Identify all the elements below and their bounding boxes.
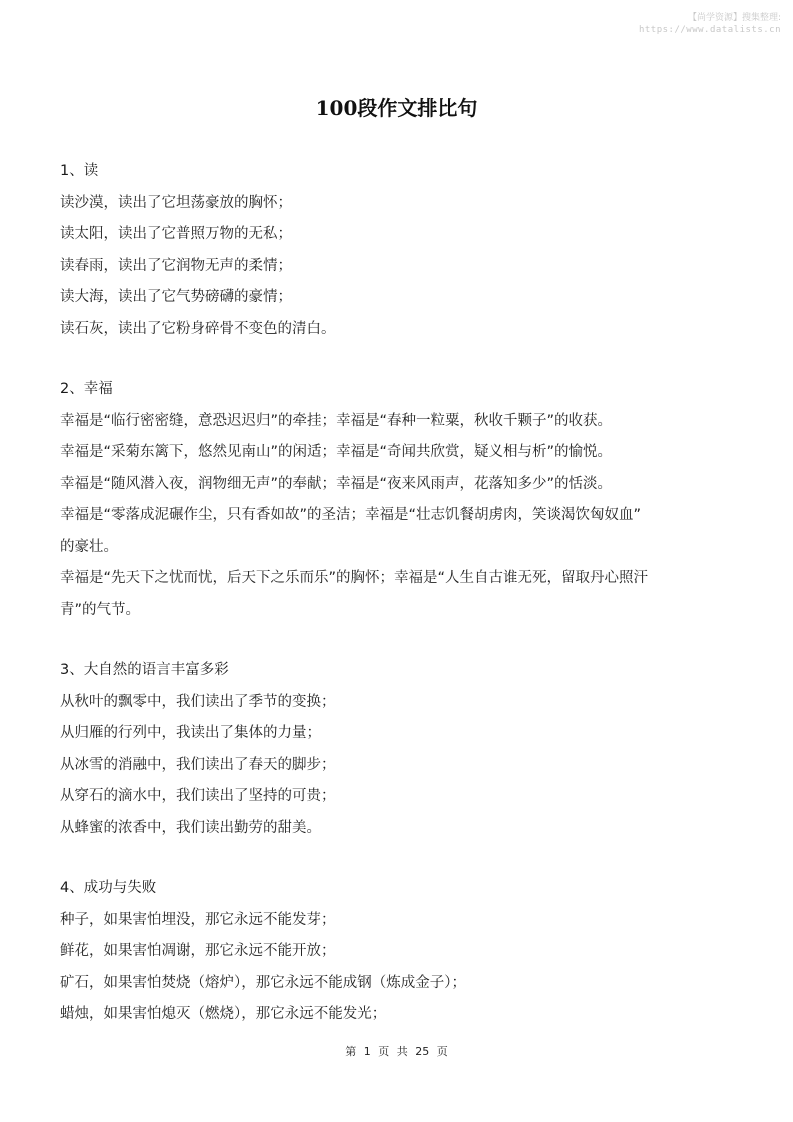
section-3 [60, 655, 740, 844]
body-line: 幸福是“采菊东篱下，悠然见南山”的闲适；幸福是“奇闻共欣赏，疑义相与析”的愉悦。 [60, 444, 613, 460]
watermark-url: https://www.datalists.cn [638, 25, 781, 35]
body-line: 鲜花，如果害怕凋谢，那它永远不能开放； [60, 943, 336, 959]
section-4 [60, 873, 740, 1031]
watermark [639, 12, 781, 36]
body-line: 幸福是“先天下之忧而忧，后天下之乐而乐”的胸怀；幸福是“人生自古谁无死，留取丹心照汗 [60, 570, 649, 586]
body-line: 读沙漠，读出了它坦荡豪放的胸怀； [60, 194, 292, 211]
body-line: 从蜂蜜的浓香中，我们读出勤劳的甜美。 [60, 819, 321, 836]
body-line: 幸福是“临行密密缝，意恐迟迟归”的牵挂；幸福是“春种一粒粟，秋收千颗子”的收获。 [60, 412, 613, 429]
watermark-source: 【尚学资源】搜集整理: [687, 13, 781, 23]
body-line: 幸福是“随风潜入夜，润物细无声”的奉献；幸福是“夜来风雨声，花落知多少”的恬淡。 [60, 475, 613, 492]
body-line: 读太阳，读出了它普照万物的无私； [60, 226, 292, 242]
body-line: 从穿石的滴水中，我们读出了坚持的可贵； [60, 788, 336, 804]
section-2 [60, 374, 740, 626]
section-heading: 4、成功与失败 [60, 880, 157, 896]
body-line: 种子，如果害怕埋没，那它永远不能发芽； [60, 911, 336, 928]
page-number: 第 1 页 共 25 页 [345, 1045, 448, 1058]
section-heading: 2、幸福 [60, 381, 113, 397]
body-line: 从冰雪的消融中，我们读出了春天的脚步； [60, 756, 336, 773]
body-line: 的豪壮。 [60, 538, 118, 555]
body-line: 蜡烛，如果害怕熄灭（燃烧），那它永远不能发光； [60, 1006, 387, 1022]
body-line: 矿石，如果害怕焚烧（熔炉），那它永远不能成钢（炼成金子）； [60, 974, 466, 991]
body-line: 从秋叶的飘零中，我们读出了季节的变换； [60, 693, 336, 710]
body-line: 读大海，读出了它气势磅礴的豪情； [60, 289, 292, 305]
body-line: 青”的气节。 [60, 601, 141, 618]
section-heading: 1、读 [60, 163, 99, 179]
section-1 [60, 156, 740, 345]
body-line: 幸福是“零落成泥碾作尘，只有香如故”的圣洁；幸福是“壮志饥餐胡虏肉，笑谈渴饮匈奴血” [60, 507, 642, 523]
body-line: 读春雨，读出了它润物无声的柔情； [60, 257, 292, 274]
body-line: 读石灰，读出了它粉身碎骨不变色的清白。 [60, 320, 336, 337]
section-heading: 3、大自然的语言丰富多彩 [60, 662, 229, 678]
document-title: 100段作文排比句 [315, 96, 478, 120]
body-line: 从归雁的行列中，我读出了集体的力量； [60, 725, 321, 741]
